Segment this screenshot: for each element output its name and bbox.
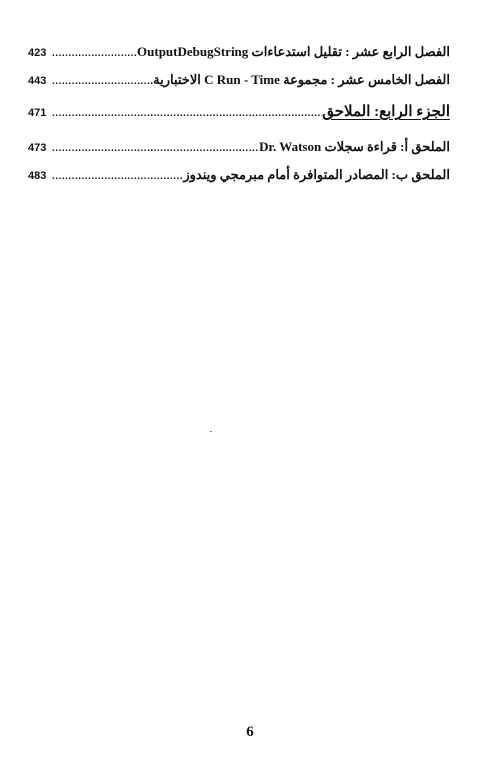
toc-entry-title: الملحق أ: قراءة سجلات Dr. Watson — [259, 139, 450, 154]
toc-entry-title: الفصل الخامس عشر : مجموعة C Run - Time الاختبارية — [153, 72, 450, 87]
toc-leader-dots — [52, 143, 259, 154]
toc-entry-appendix-a[interactable] — [28, 139, 450, 167]
toc-entry-appendix-b[interactable] — [28, 167, 450, 195]
toc-leader-dots — [52, 171, 183, 182]
toc-entry-chapter-15[interactable] — [28, 72, 450, 100]
toc-part-title: الجزء الرابع: الملاحق — [322, 104, 450, 120]
toc-entry-part-4[interactable] — [28, 102, 450, 139]
toc-page-number: 471 — [28, 107, 47, 119]
toc-leader-dots — [52, 76, 153, 87]
toc-leader-dots — [52, 48, 137, 59]
toc-entry-title: الفصل الرابع عشر : تقليل استدعاءات OutputDebugString — [137, 44, 450, 59]
page-number: 6 — [246, 724, 254, 740]
toc-entry-chapter-14[interactable] — [28, 44, 450, 72]
scan-speck — [210, 431, 212, 432]
table-of-contents — [28, 44, 450, 195]
toc-page-number: 483 — [28, 170, 47, 182]
toc-entry-title: الملحق ب: المصادر المتوافرة أمام مبرمجي ويندوز — [183, 167, 450, 182]
toc-page-number: 443 — [28, 75, 47, 87]
toc-leader-dots — [52, 108, 322, 119]
toc-page-number: 423 — [28, 47, 47, 59]
toc-page-number: 473 — [28, 142, 47, 154]
